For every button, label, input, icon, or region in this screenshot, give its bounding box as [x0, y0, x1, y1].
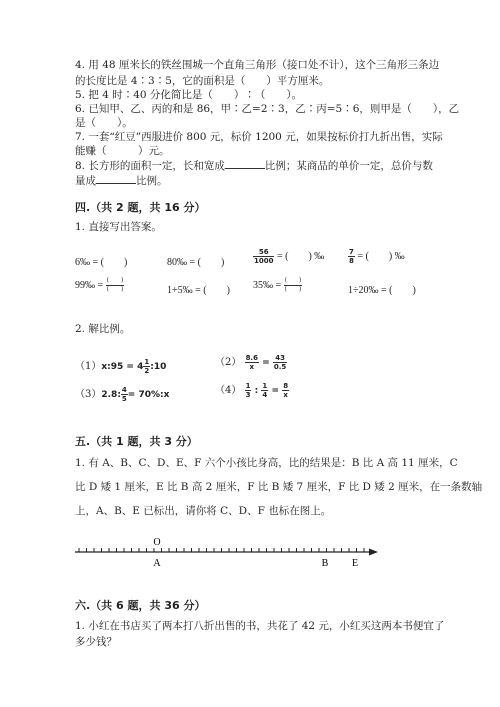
section-4-q2-label: 2. 解比例。 — [75, 323, 131, 335]
answer-blank — [96, 173, 136, 184]
calc-r2c4: 1÷20‰ = ( ) — [348, 285, 416, 296]
item-8-line-1 — [75, 158, 433, 173]
calc-r2c1: 99‰ = $\frac{( )}{( )}$ — [75, 277, 124, 293]
item-8-part-a: 8. 长方形的面积一定，长和宽成 — [75, 160, 225, 172]
item-8-part-b: 比例；某商品的单价一定，总价与数 — [264, 160, 433, 172]
section-4-title: 四.（共 2 题，共 16 分） — [75, 201, 206, 214]
calc-r2c2: 1+5‰ = ( ) — [167, 285, 230, 296]
calc-r1c4: $\frac{7}{8}$ = ( ) ‰ — [349, 248, 405, 266]
answer-blank — [225, 158, 265, 169]
fraction: $\frac{( )}{( )}$ — [284, 277, 302, 293]
item-7-line-1: 7. 一套“红豆”西服进价 800 元，标价 1200 元，如果按标价打九折出售，实际 — [75, 131, 443, 143]
equation-4: （4） $\frac{1}{3}$ : $\frac{1}{4}$ = $\frac{8}{x}$ — [215, 382, 289, 399]
item-4-line-2: 的长度比是 4∶3∶5，它的面积是（ ）平方厘米。 — [75, 75, 330, 87]
fraction: $\frac{( )}{( )}$ — [106, 277, 124, 293]
origin-label: O — [153, 537, 161, 548]
section-6-line-1: 1. 小红在书店买了两本打八折出售的书，共花了 42 元，小红买这两本书便宜了 — [75, 620, 445, 632]
item-6-line-1: 6. 已知甲、乙、丙的和是 86，甲∶乙=2∶3，乙∶丙=5∶6，则甲是（ ），乙 — [75, 103, 460, 115]
point-label-e: E — [351, 558, 359, 569]
equation-1: （1）x:95 = 4 $\frac{1}{2}$ :10 — [75, 358, 167, 375]
fraction: $\frac{4}{5}$ — [121, 386, 127, 403]
fraction: $\frac{1}{4}$ — [262, 382, 268, 399]
point-label-a: A — [153, 558, 161, 569]
item-8-part-d: 比例。 — [136, 175, 168, 187]
item-4-line-1: 4. 用 48 厘米长的铁丝围城一个直角三角形（接口处不计），这个三角形三条边 — [75, 59, 440, 71]
fraction: $\frac{8}{x}$ — [283, 382, 289, 399]
section-6-title: 六.（共 6 题，共 36 分） — [75, 599, 206, 612]
fraction: $\frac{1}{3}$ — [245, 382, 251, 399]
section-4-q1-label: 1. 直接写出答案。 — [75, 221, 162, 233]
fraction: $\frac{1}{2}$ — [144, 358, 150, 375]
equation-3: （3）2.8: $\frac{4}{5}$ = 70%:x — [75, 386, 170, 403]
item-7-line-2: 能赚（ ）元。 — [75, 145, 170, 157]
section-5-line-2: 比 D 矮 1 厘米，E 比 B 高 2 厘米，F 比 B 矮 7 厘米，F 比 D 矮 2 厘米，在一条数轴 — [75, 481, 483, 493]
item-8-part-c: 量成 — [75, 175, 96, 187]
point-label-b: B — [321, 558, 329, 569]
calc-r1c1: 6‰ = ( ) — [75, 257, 128, 268]
item-5: 5. 把 4 时∶40 分化简比是（ ）∶（ ）。 — [75, 89, 303, 101]
section-5-title: 五.（共 1 题，共 3 分） — [75, 435, 198, 448]
calc-r2c3: 35‰ = $\frac{( )}{( )}$ — [253, 277, 302, 293]
fraction: $\frac{56}{1000}$ — [254, 248, 274, 266]
equation-2: （2） $\frac{8.6}{x}$ = $\frac{43}{0.5}$ — [215, 354, 287, 371]
item-6-line-2: 是（ ）。 — [75, 117, 133, 129]
section-6-line-2: 多少钱？ — [75, 636, 117, 648]
section-5-line-1: 1. 有 A、B、C、D、E、F 六个小孩比身高，比的结果是：B 比 A 高 11 厘米，C — [75, 457, 458, 469]
calc-r1c2: 80‰ = ( ) — [167, 257, 225, 268]
axis-arrow — [369, 549, 378, 556]
number-axis — [0, 530, 500, 575]
section-5-line-3: 上，A、B、E 已标出，请你将 C、D、F 也标在图上。 — [75, 505, 332, 517]
calc-r1c3: $\frac{56}{1000}$ = ( ) ‰ — [254, 248, 325, 266]
fraction: $\frac{7}{8}$ — [349, 248, 354, 266]
fraction: $\frac{43}{0.5}$ — [273, 354, 287, 371]
fraction: $\frac{8.6}{x}$ — [245, 354, 258, 371]
item-8-line-2 — [75, 173, 168, 188]
